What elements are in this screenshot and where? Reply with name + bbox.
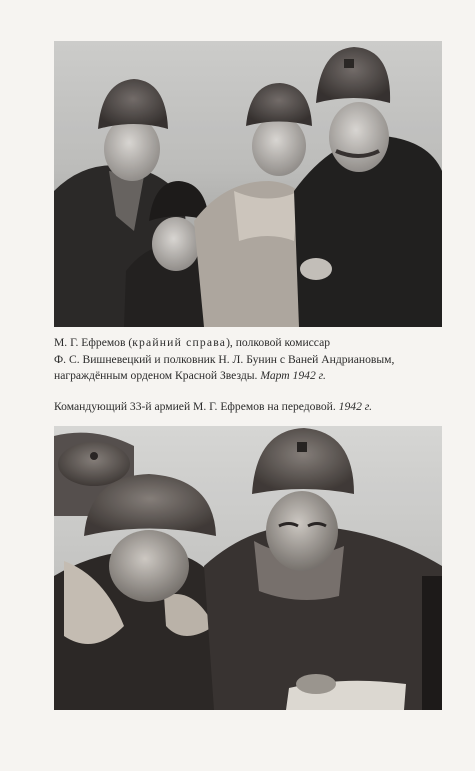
caption-bottom-line: Командующий 33-й армией М. Г. Ефремов на передовой. 1942 г. — [54, 400, 373, 413]
photo-commander-at-front — [54, 426, 442, 710]
photo-officers-with-boy — [54, 41, 442, 327]
caption-bottom-date: 1942 г. — [338, 400, 373, 413]
caption-top-spaced: крайний справа — [132, 336, 227, 349]
caption-top-date: Март 1942 г. — [260, 369, 326, 382]
caption-top — [54, 335, 446, 385]
photo-officers-with-boy-image — [54, 41, 442, 327]
caption-top-line-1: М. Г. Ефремов (крайний справа), полковой комиссар — [54, 336, 331, 349]
caption-bottom — [54, 399, 446, 416]
photo-commander-at-front-image — [54, 426, 442, 710]
caption-top-line-2: Ф. С. Вишневецкий и полковник Н. Л. Бунин с Ваней Андриановым, — [54, 352, 395, 366]
caption-top-line-3: награждённым орденом Красной Звезды. Март 1942 г. — [54, 369, 326, 382]
